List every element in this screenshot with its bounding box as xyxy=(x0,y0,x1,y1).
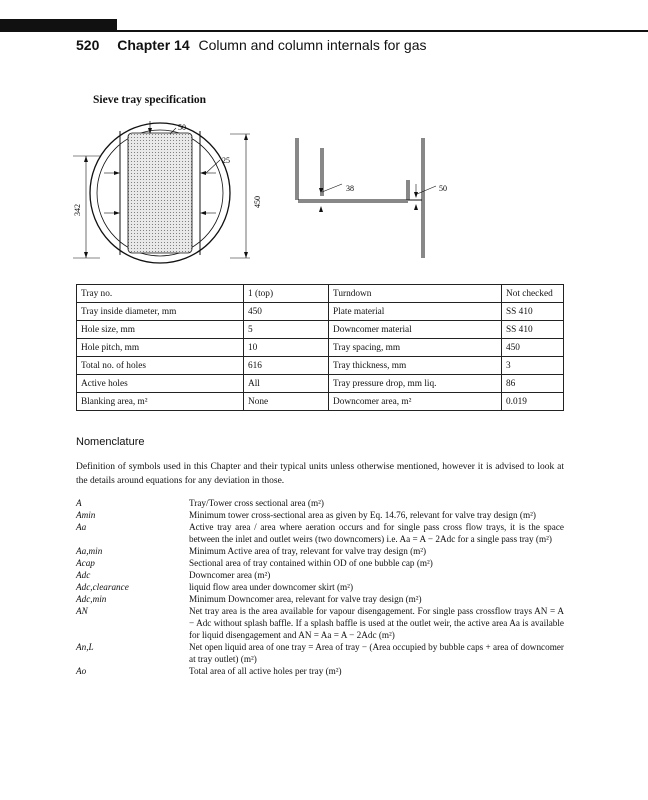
spec-cell: 1 (top) xyxy=(244,285,329,303)
spec-row xyxy=(77,393,564,411)
nomenclature-symbol: A xyxy=(76,498,82,508)
spec-cell: 86 xyxy=(502,375,564,393)
spec-cell: Tray pressure drop, mm liq. xyxy=(329,375,502,393)
nomenclature-symbol: Amin xyxy=(76,510,96,520)
nomenclature-item xyxy=(76,569,564,581)
nomenclature-item xyxy=(76,545,564,557)
dim-inlet: 25 xyxy=(222,156,230,165)
nomenclature-symbol: AN xyxy=(76,606,88,616)
tray-drawing xyxy=(70,118,470,278)
spec-cell: Downcomer area, m² xyxy=(329,393,502,411)
spec-cell: Tray inside diameter, mm xyxy=(77,303,244,321)
spec-cell: 450 xyxy=(244,303,329,321)
spec-row xyxy=(77,303,564,321)
nomenclature-item xyxy=(76,641,564,665)
spec-table xyxy=(76,284,564,411)
nomenclature-text: Tray/Tower cross sectional area (m²) xyxy=(189,498,324,508)
spec-row xyxy=(77,375,564,393)
spec-cell: Tray spacing, mm xyxy=(329,339,502,357)
nomenclature-heading: Nomenclature xyxy=(76,436,145,448)
chapter-label: Chapter 14 xyxy=(117,37,190,53)
nomenclature-symbol: Acap xyxy=(76,558,95,568)
spec-cell: 3 xyxy=(502,357,564,375)
page-number: 520 xyxy=(76,37,100,53)
nomenclature-symbol: Aa xyxy=(76,522,87,532)
header-rule xyxy=(117,30,648,32)
figure-title: Sieve tray specification xyxy=(93,94,207,106)
spec-cell: Blanking area, m² xyxy=(77,393,244,411)
nomenclature-item xyxy=(76,521,564,545)
header-bar xyxy=(0,19,117,32)
spec-cell: None xyxy=(244,393,329,411)
nomenclature-item xyxy=(76,497,564,509)
spec-cell: Hole size, mm xyxy=(77,321,244,339)
nomenclature-symbol: Adc xyxy=(76,570,91,580)
nomenclature-definition: Definition of symbols used in this Chapter and their typical units unless otherwise mentioned, however it is advised to look at the details around equations for any deviation in those. xyxy=(76,462,564,486)
nomenclature-text: Minimum tower cross-sectional area as given by Eq. 14.76, relevant for valve tray design (m²) xyxy=(189,510,536,520)
spec-cell: Active holes xyxy=(77,375,244,393)
nomenclature-text: Minimum Active area of tray, relevant for valve tray design (m²) xyxy=(189,546,427,556)
spec-cell: SS 410 xyxy=(502,303,564,321)
nomenclature-item xyxy=(76,605,564,641)
spec-cell: Hole pitch, mm xyxy=(77,339,244,357)
nomenclature-item xyxy=(76,509,564,521)
tray-plan-view xyxy=(73,121,230,263)
dim-diameter: 450 xyxy=(253,196,262,208)
spec-cell: Turndown xyxy=(329,285,502,303)
nomenclature-text: Total area of all active holes per tray (m²) xyxy=(189,666,342,676)
spec-cell: 10 xyxy=(244,339,329,357)
nomenclature-item xyxy=(76,581,564,593)
spec-cell: 5 xyxy=(244,321,329,339)
nomenclature-item xyxy=(76,557,564,569)
spec-cell: Total no. of holes xyxy=(77,357,244,375)
nomenclature-item xyxy=(76,665,564,677)
nomenclature-symbol: Adc,min xyxy=(76,594,107,604)
nomenclature-text: Active tray area / area where aeration occurs and for single pass cross flow trays, it is the space between the inlet and outlet weirs (two downcomers) i.e. Aa = A − 2Adc for a single pass tray (m²) xyxy=(189,522,564,544)
nomenclature-symbol: An,L xyxy=(76,642,94,652)
perforated-area xyxy=(128,133,192,253)
dim-weir-gap: 50 xyxy=(178,123,186,132)
spec-row xyxy=(77,285,564,303)
spec-row xyxy=(77,339,564,357)
spec-cell: 616 xyxy=(244,357,329,375)
spec-cell: Tray no. xyxy=(77,285,244,303)
spec-row xyxy=(77,321,564,339)
diameter-dimension xyxy=(230,134,262,258)
nomenclature-text: Minimum Downcomer area, relevant for valve tray design (m²) xyxy=(189,594,422,604)
spec-cell: 450 xyxy=(502,339,564,357)
spec-cell: Not checked xyxy=(502,285,564,303)
nomenclature-symbol: Adc,clearance xyxy=(76,582,129,592)
spec-row xyxy=(77,357,564,375)
nomenclature-text: Net open liquid area of one tray = Area of tray − (Area occupied by bubble caps + area of downcomer at tray outlet) (m²) xyxy=(189,642,564,664)
tray-side-view xyxy=(296,138,447,258)
spec-cell: SS 410 xyxy=(502,321,564,339)
spec-cell: Plate material xyxy=(329,303,502,321)
dim-downcomer-clearance: 38 xyxy=(346,184,354,193)
nomenclature-list xyxy=(76,497,564,677)
page-header xyxy=(76,37,427,53)
nomenclature-text: Sectional area of tray contained within OD of one bubble cap (m²) xyxy=(189,558,433,568)
nomenclature-symbol: Ao xyxy=(76,666,87,676)
spec-cell: Downcomer material xyxy=(329,321,502,339)
dim-height: 342 xyxy=(73,204,82,216)
nomenclature-symbol: Aa,min xyxy=(76,546,103,556)
spec-cell: All xyxy=(244,375,329,393)
spec-cell: Tray thickness, mm xyxy=(329,357,502,375)
dim-outlet: 50 xyxy=(439,184,447,193)
chapter-title: Column and column internals for gas xyxy=(198,37,427,53)
nomenclature-item xyxy=(76,593,564,605)
nomenclature-text: Net tray area is the area available for vapour disengagement. For single pass crossflow trays AN = A − Adc without splash baffle. If a splash baffle is used at the outlet weir, the active area Aa is available for liquid disengagement and AN = Aa = A − 2Adc (m²) xyxy=(189,606,564,640)
nomenclature-text: Downcomer area (m²) xyxy=(189,570,271,580)
nomenclature-text: liquid flow area under downcomer skirt (m²) xyxy=(189,582,353,592)
spec-cell: 0.019 xyxy=(502,393,564,411)
